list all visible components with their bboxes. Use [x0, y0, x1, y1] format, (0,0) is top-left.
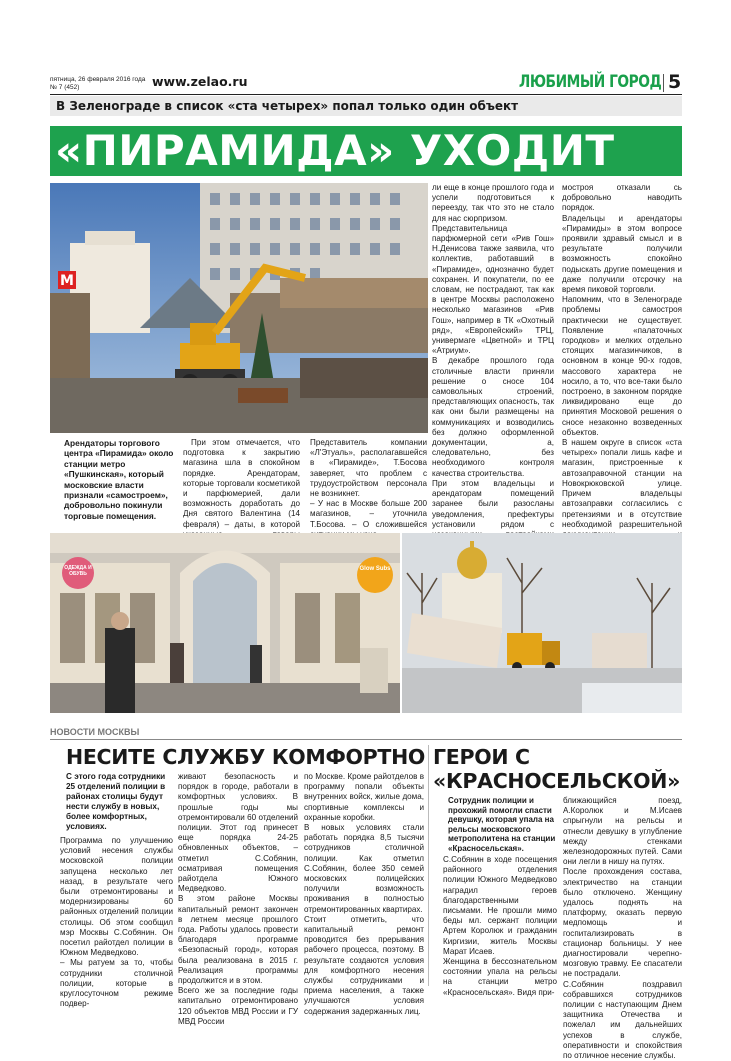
mall-arcade-photo: [50, 533, 400, 713]
header-divider: [663, 74, 664, 92]
store-sign: Glow Subs: [359, 566, 391, 572]
demolition-photo: [50, 183, 428, 433]
svg-text:М: М: [60, 273, 74, 289]
demolition-site-photo: [402, 533, 682, 713]
article2-headline: НЕСИТЕ СЛУЖБУ КОМФОРТНО: [66, 745, 426, 769]
article1-column-2: Представитель компании «Л'Этуаль», располагавшейся в «Пирамиде», Т.Босова заверяет, что проблем с трудоустройством персонала не возникнет. – У нас в Москве больше 200 магазинов, – уточнила Т.Босова. – О сложившейся: [310, 438, 427, 529]
article-headline: «ПИРАМИДА» УХОДИТ: [50, 126, 682, 176]
section-title: ЛЮБИМЫЙ ГОРОД: [518, 72, 661, 92]
column-divider: [428, 745, 429, 986]
article1-column-1: [183, 438, 300, 530]
website-link[interactable]: www.zelao.ru: [152, 74, 248, 89]
section-label: НОВОСТИ МОСКВЫ: [50, 727, 140, 737]
article2-column-3: по Москве. Кроме райотделов в программу попали объекты внутренних войск, жилые дома, спортивные комплексы и охранные коробки. В новых условиях стали работать порядка 8,5 тысячи сотрудников столичной полиции. Как отметил С.Собянин, более 350 семей московских полицейских получили возможность проживания в полностью отремонтированных квартирах. Стоит отметить, что капитальный ремонт проводится без прерывания рабочего процесса, поэтому. В результате создаются условия для комфортного несения службы сотрудниками и приема населения, а также улучшаются условия содержания задержанных лиц.: [304, 772, 424, 1016]
article3-headline: ГЕРОИ С «КРАСНОСЕЛЬСКОЙ»: [433, 745, 681, 793]
issue-date: [50, 76, 150, 92]
article-subheadline: В Зеленограде в список «ста четырех» попал только один объект: [50, 96, 682, 116]
page-number: 5: [668, 71, 682, 93]
article2-lead: С этого года сотрудники 25 отделений полиции в районах столицы будут нести службу в новых, более комфортных, условиях.: [66, 772, 166, 831]
store-sign: ОДЕЖДА И ОБУВЬ: [64, 565, 92, 577]
article1-column-3: ли еще в конце прошлого года и успели подготовиться к переезду, так что это не стало для нас сюрпризом. Представительница парфюмерной сети «Рив Гош» Н.Денисова также заявила, что коллектив, работавший в «Пирамиде», однозначно будет сохранен. И покупатели, по ее словам, не пострадают, так как в центре Москвы расположено несколько магазинов «Рив Гош», например в ТК «Охотный ряд», «Европейский» ТРЦ, универмаге «Цветной» и ТРЦ «Атриум». В декабре прошлого года столичные власти приняли решение о сносе 104 самовольных строений, представляющих опасность, так как они были размещены на коммуникациях и возводились без должно оформленной документации, а, следовательно, без необходимого контроля качества строительства. При этом владельцы и арендаторам помещений заранее были разосланы уведомления, префектуры установили рядом с: [432, 183, 554, 529]
article3-column-1: С.Собянин в ходе посещения районного отделения полиции Южного Медведково наградил героев благодарственными письмами. Не прошли мимо беды мл. сержант полиции Артем Королюк и гражданин Киргизии, житель Москвы Марат Исаев. Женщина в бессознательном состоянии упала на рельсы на станции метро «Красносельская». Видя при-: [443, 855, 557, 997]
article3-column-2: ближающийся поезд, А.Королюк и М.Исаев спрыгнули на рельсы и отнесли девушку в углубление между стенками железнодорожных путей. Сами они легли в нишу на путях. После прохождения состава, электричество на станции было отключено. Женщину удалось поднять на платформу, оказать первую медпомощь и госпитализировать в стационар больницы. У нее диагностировали черепно-мозговую травму. Ее спасатели не пострадали. С.Собянин поздравил собравшихся сотрудников полиции с наступающим Днем защитника Отечества и пожелал им дальнейших успехов в службе, оперативности и спокойствия по отличное несение службы.: [563, 796, 682, 1061]
issue-number: № 7 (452): [50, 84, 80, 91]
paragraph: При этом отмечается, что подготовка к закрытию магазина шла в спокойном порядке. Арендаторам, которые торговали косметикой и парфюмерией, дали возможность доработать до Дня святого Валентина (14 февраля) – даты, в которой: [183, 438, 300, 529]
photo-caption: Арендаторы торгового центра «Пирамида» около станции метро «Пушкинская», который московские власти признали «самостроем», добровольно покинули торговые помещения.: [64, 438, 174, 521]
article2-column-2: живают безопасность и порядок в городе, работали в комфортных условиях. В прошлые годы мы отремонтировали 60 отделений полиции. Этот год принесет еще порядка 24-25 обновленных объектов, – отметил С.Собянин, осматривая помещения райотдела Южного Медведково. В этом районе Москвы капитальный ремонт закончен в летнем месяце прошлого года. Работы удалось провести благодаря программе «Безопасный город», которая была реализована в 2015 г. Реализация программы продолжится и в этом. Всего же за последние годы капитально отремонтировано 120 объектов МВД России и ГУ МВД России: [178, 772, 298, 1026]
article3-lead: Сотрудник полиции и прохожий помогли спасти девушку, которая упала на рельсы московского метрополитена на станции «Красносельская».: [448, 796, 556, 853]
article2-column-1: Программа по улучшению условий несения службы московской полиции запущена несколько лет назад, в результате чего были отремонтированы и модернизированы 60 районных отделений полиции столицы. Об этом сообщил мэр Москвы С.Собянин. Он посетил райотдел полиции в Южном Медведково. – Мы ратуем за то, чтобы сотрудники столичной полиции, которые в круглосуточном режиме подвер-: [60, 836, 173, 1009]
article1-column-4: мостроя отказали сь добровольно наводить порядок. Владельцы и арендаторы «Пирамиды» в этом вопросе проявили здравый смысл и в результате получили возможность спокойно подыскать другие помещения и даже получили отсрочку на время пиковой торговли. Напомним, что в Зеленограде проблемы самостроя практически не существует. Появление «палаточных городков» и мелких отдельно стоящих магазинчиков, в основном в конце 90-х годов, массового характера не носило, а то, что все-таки было построено, в законном порядке ликвидировано еще до принятия Московой решения о сносе незаконно возведенных объектов. В нашем округе в список «ста четырех» попали лишь кафе и магазин, пристроенные к автозаправочной станции на Новокрюковской улице. Причем владельцы автозаправки согласились с претензиями и в отсутствие необходимой разрешительной: [562, 183, 682, 529]
header-rule: [50, 94, 682, 95]
section-rule: [50, 739, 682, 740]
date-text: пятница, 26 февраля 2016 года: [50, 76, 146, 83]
